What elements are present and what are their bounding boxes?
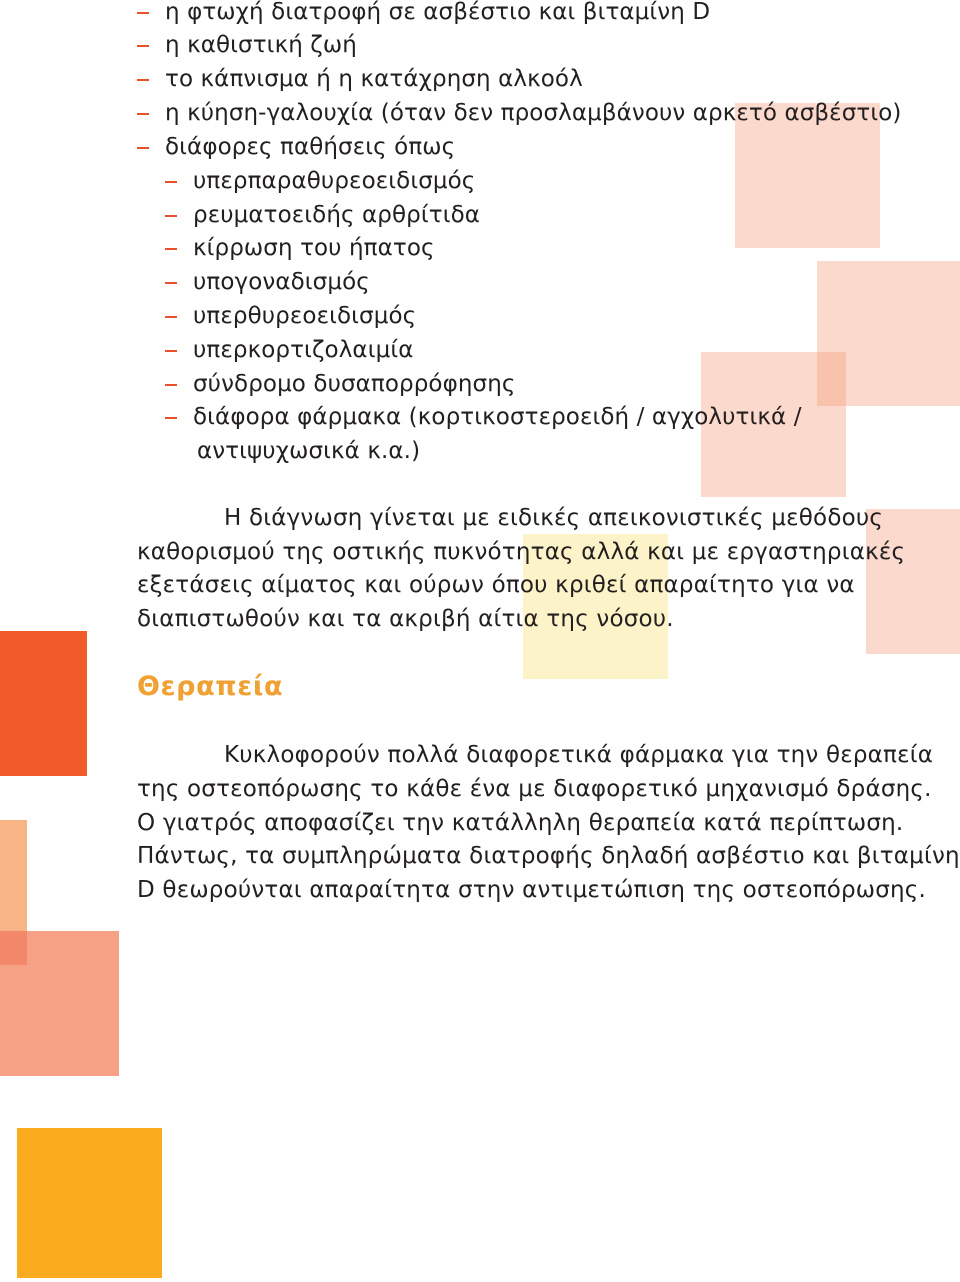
list-item-text: διάφορες παθήσεις όπως <box>165 134 456 160</box>
dash-bullet <box>137 113 149 115</box>
dash-bullet <box>165 215 177 217</box>
list-item-text: η καθιστική ζωή <box>165 32 357 58</box>
paragraph-line: καθορισμού της οστικής πυκνότητας αλλά και με εργαστηριακές <box>137 539 906 565</box>
sublist-item-continuation: αντιψυχωσικά κ.α.) <box>197 438 421 464</box>
dash-bullet <box>137 12 149 14</box>
dash-bullet <box>165 417 177 419</box>
sublist-item-text: υπερπαραθυρεοειδισμός <box>193 168 476 194</box>
sublist-item-text: υπερκορτιζολαιμία <box>193 337 414 363</box>
dash-bullet <box>137 45 149 47</box>
decor-square-yellow-bottom <box>17 1128 162 1278</box>
sublist-item-text: υπερθυρεοειδισμός <box>193 303 417 329</box>
decor-square-overlap <box>817 352 846 406</box>
sublist-item-text: κίρρωση του ήπατος <box>193 235 435 261</box>
dash-bullet <box>165 316 177 318</box>
dash-bullet <box>165 181 177 183</box>
paragraph-line: διαπιστωθούν και τα ακριβή αίτια της νόσου. <box>137 606 674 632</box>
list-item-text: η φτωχή διατροφή σε ασβέστιο και βιταμίνη D <box>165 0 711 25</box>
dash-bullet <box>165 248 177 250</box>
paragraph-line: Πάντως, τα συμπληρώματα διατροφής δηλαδή ασβέστιο και βιταμίνη <box>137 843 960 869</box>
sublist-item-text: ρευματοειδής αρθρίτιδα <box>193 202 481 228</box>
decor-square-orange-left <box>0 631 87 776</box>
paragraph-line: Η διάγνωση γίνεται με ειδικές απεικονιστικές μεθόδους <box>224 505 884 531</box>
paragraph-line: εξετάσεις αίματος και ούρων όπου κριθεί απαραίτητο για να <box>137 572 855 598</box>
section-heading-therapy: Θεραπεία <box>137 671 284 702</box>
sublist-item-text: διάφορα φάρμακα (κορτικοστεροειδή / αγχολυτικά / <box>193 404 802 430</box>
list-item-text: το κάπνισμα ή η κατάχρηση αλκοόλ <box>165 66 583 92</box>
decor-square-overlap-left <box>0 931 27 965</box>
dash-bullet <box>165 282 177 284</box>
dash-bullet <box>137 79 149 81</box>
sublist-item-text: σύνδρομο δυσαπορρόφησης <box>193 371 516 397</box>
dash-bullet <box>165 384 177 386</box>
paragraph-line: Κυκλοφορούν πολλά διαφορετικά φάρμακα για την θεραπεία <box>224 742 934 768</box>
paragraph-line: Ο γιατρός αποφασίζει την κατάλληλη θεραπεία κατά περίπτωση. <box>137 810 904 836</box>
dash-bullet <box>137 147 149 149</box>
paragraph-line: D θεωρούνται απαραίτητα στην αντιμετώπιση της οστεοπόρωσης. <box>137 877 927 903</box>
sublist-item-text: υπογοναδισμός <box>193 269 370 295</box>
list-item-text: η κύηση-γαλουχία (όταν δεν προσλαμβάνουν αρκετό ασβέστιο) <box>165 100 902 126</box>
dash-bullet <box>165 350 177 352</box>
paragraph-line: της οστεοπόρωσης το κάθε ένα με διαφορετικό μηχανισμό δράσης. <box>137 776 932 802</box>
